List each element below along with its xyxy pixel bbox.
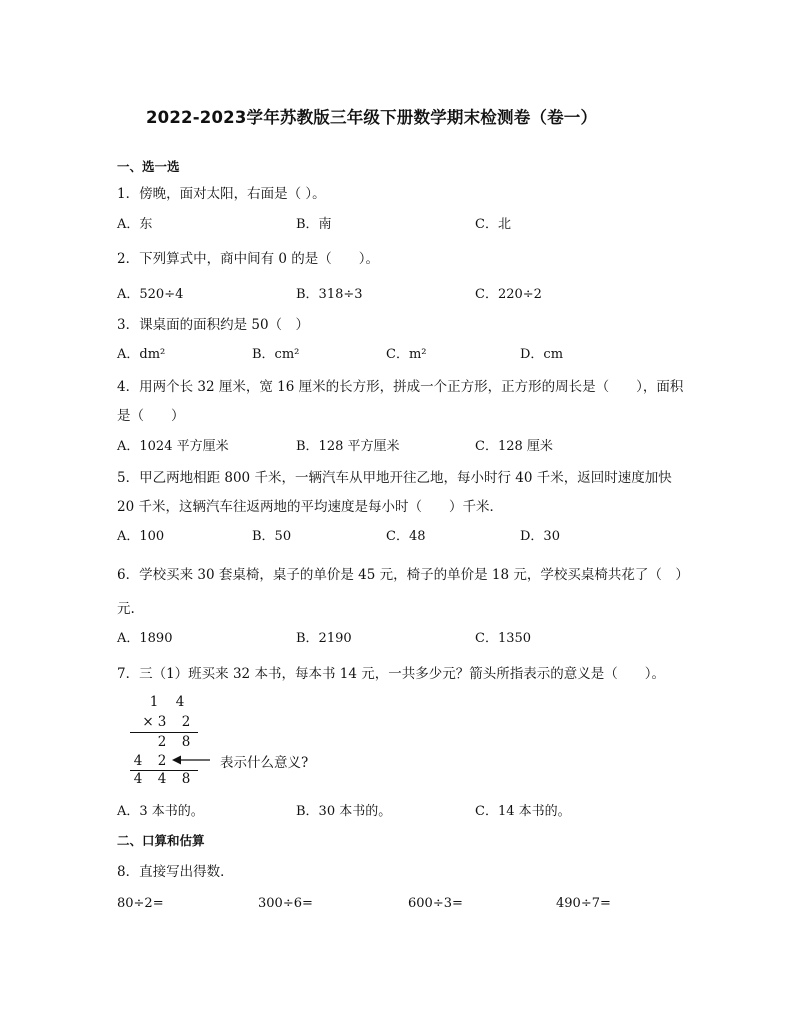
question-8: 8．直接写出得数． [117, 864, 234, 880]
question-3: 3．课桌面的面积约是 50（ ） [117, 317, 310, 333]
q7-option-b: B．30 本书的。 [296, 804, 392, 819]
q5-option-c: C．48 [386, 529, 426, 544]
q7-option-a: A．3 本书的。 [117, 804, 204, 819]
q1-option-b: B．南 [296, 217, 332, 232]
vm-row1-digit-1: 1 [149, 694, 159, 710]
vm-row4-digit-2: 2 [157, 753, 167, 769]
q5-option-b: B．50 [252, 529, 292, 544]
page-title: 2022-2023学年苏教版三年级下册数学期末检测卷（卷一） [146, 108, 598, 127]
vm-row5-digit-2: 4 [157, 771, 167, 787]
q8-item-1: 80÷2= [117, 896, 164, 911]
q3-option-b: B．cm² [252, 347, 300, 362]
vm-row2-digit-2: 2 [181, 714, 191, 730]
q1-option-a: A．东 [117, 217, 153, 232]
question-6-line-2: 元. [117, 601, 135, 617]
q2-option-a: A．520÷4 [117, 287, 184, 302]
vm-row3-digit-1: 2 [157, 734, 167, 750]
section-heading-1: 一、选一选 [117, 159, 180, 174]
q8-item-4: 490÷7= [556, 896, 611, 911]
q6-option-a: A．1890 [117, 631, 173, 646]
q1-option-c: C．北 [475, 217, 511, 232]
arrow-left-icon [172, 754, 212, 766]
q3-option-d: D．cm [520, 347, 564, 362]
q5-option-d: D．30 [520, 529, 560, 544]
vm-row4-digit-1: 4 [133, 753, 143, 769]
q8-item-3: 600÷3= [408, 896, 463, 911]
vm-line-1 [130, 732, 198, 733]
q5-option-a: A．100 [117, 529, 165, 544]
vertical-multiplication [112, 690, 232, 790]
question-7: 7．三（1）班买来 32 本书，每本书 14 元，一共多少元？箭头所指表示的意义是（ ）。 [117, 666, 665, 682]
section-heading-2: 二、口算和估算 [117, 833, 205, 848]
q7-option-c: C．14 本书的。 [475, 804, 571, 819]
question-6-line-1: 6．学校买来 30 套桌椅，桌子的单价是 45 元，椅子的单价是 18 元，学校买桌椅共花了（ ） [117, 567, 689, 583]
question-4-line-1: 4．用两个长 32 厘米，宽 16 厘米的长方形，拼成一个正方形，正方形的周长是（ ），面积 [117, 379, 684, 395]
vm-row2-digit-1: 3 [157, 714, 167, 730]
q2-option-b: B．318÷3 [296, 287, 363, 302]
q4-option-c: C．128 厘米 [475, 439, 553, 454]
q4-option-b: B．128 平方厘米 [296, 439, 400, 454]
q2-option-c: C．220÷2 [475, 287, 542, 302]
arrow-annotation: 表示什么意义? [220, 755, 309, 771]
vm-row5-digit-3: 8 [181, 771, 191, 787]
vm-row1-digit-2: 4 [175, 694, 185, 710]
question-2: 2．下列算式中，商中间有 0 的是（ ）。 [117, 251, 380, 267]
vm-row5-digit-1: 4 [133, 771, 143, 787]
q6-option-c: C．1350 [475, 631, 532, 646]
question-5-line-2: 20 千米，这辆汽车往返两地的平均速度是每小时（ ）千米． [117, 499, 503, 515]
question-4-line-2: 是（ ） [117, 408, 185, 424]
q6-option-b: B．2190 [296, 631, 352, 646]
q3-option-c: C．m² [386, 347, 427, 362]
vm-row2-times: × [142, 714, 154, 730]
question-1: 1．傍晚，面对太阳，右面是（ ）。 [117, 186, 326, 202]
q3-option-a: A．dm² [117, 347, 166, 362]
q8-item-2: 300÷6= [258, 896, 313, 911]
q4-option-a: A．1024 平方厘米 [117, 439, 229, 454]
question-5-line-1: 5．甲乙两地相距 800 千米，一辆汽车从甲地开往乙地，每小时行 40 千米，返回时速度加快 [117, 470, 672, 486]
vm-row3-digit-2: 8 [181, 734, 191, 750]
